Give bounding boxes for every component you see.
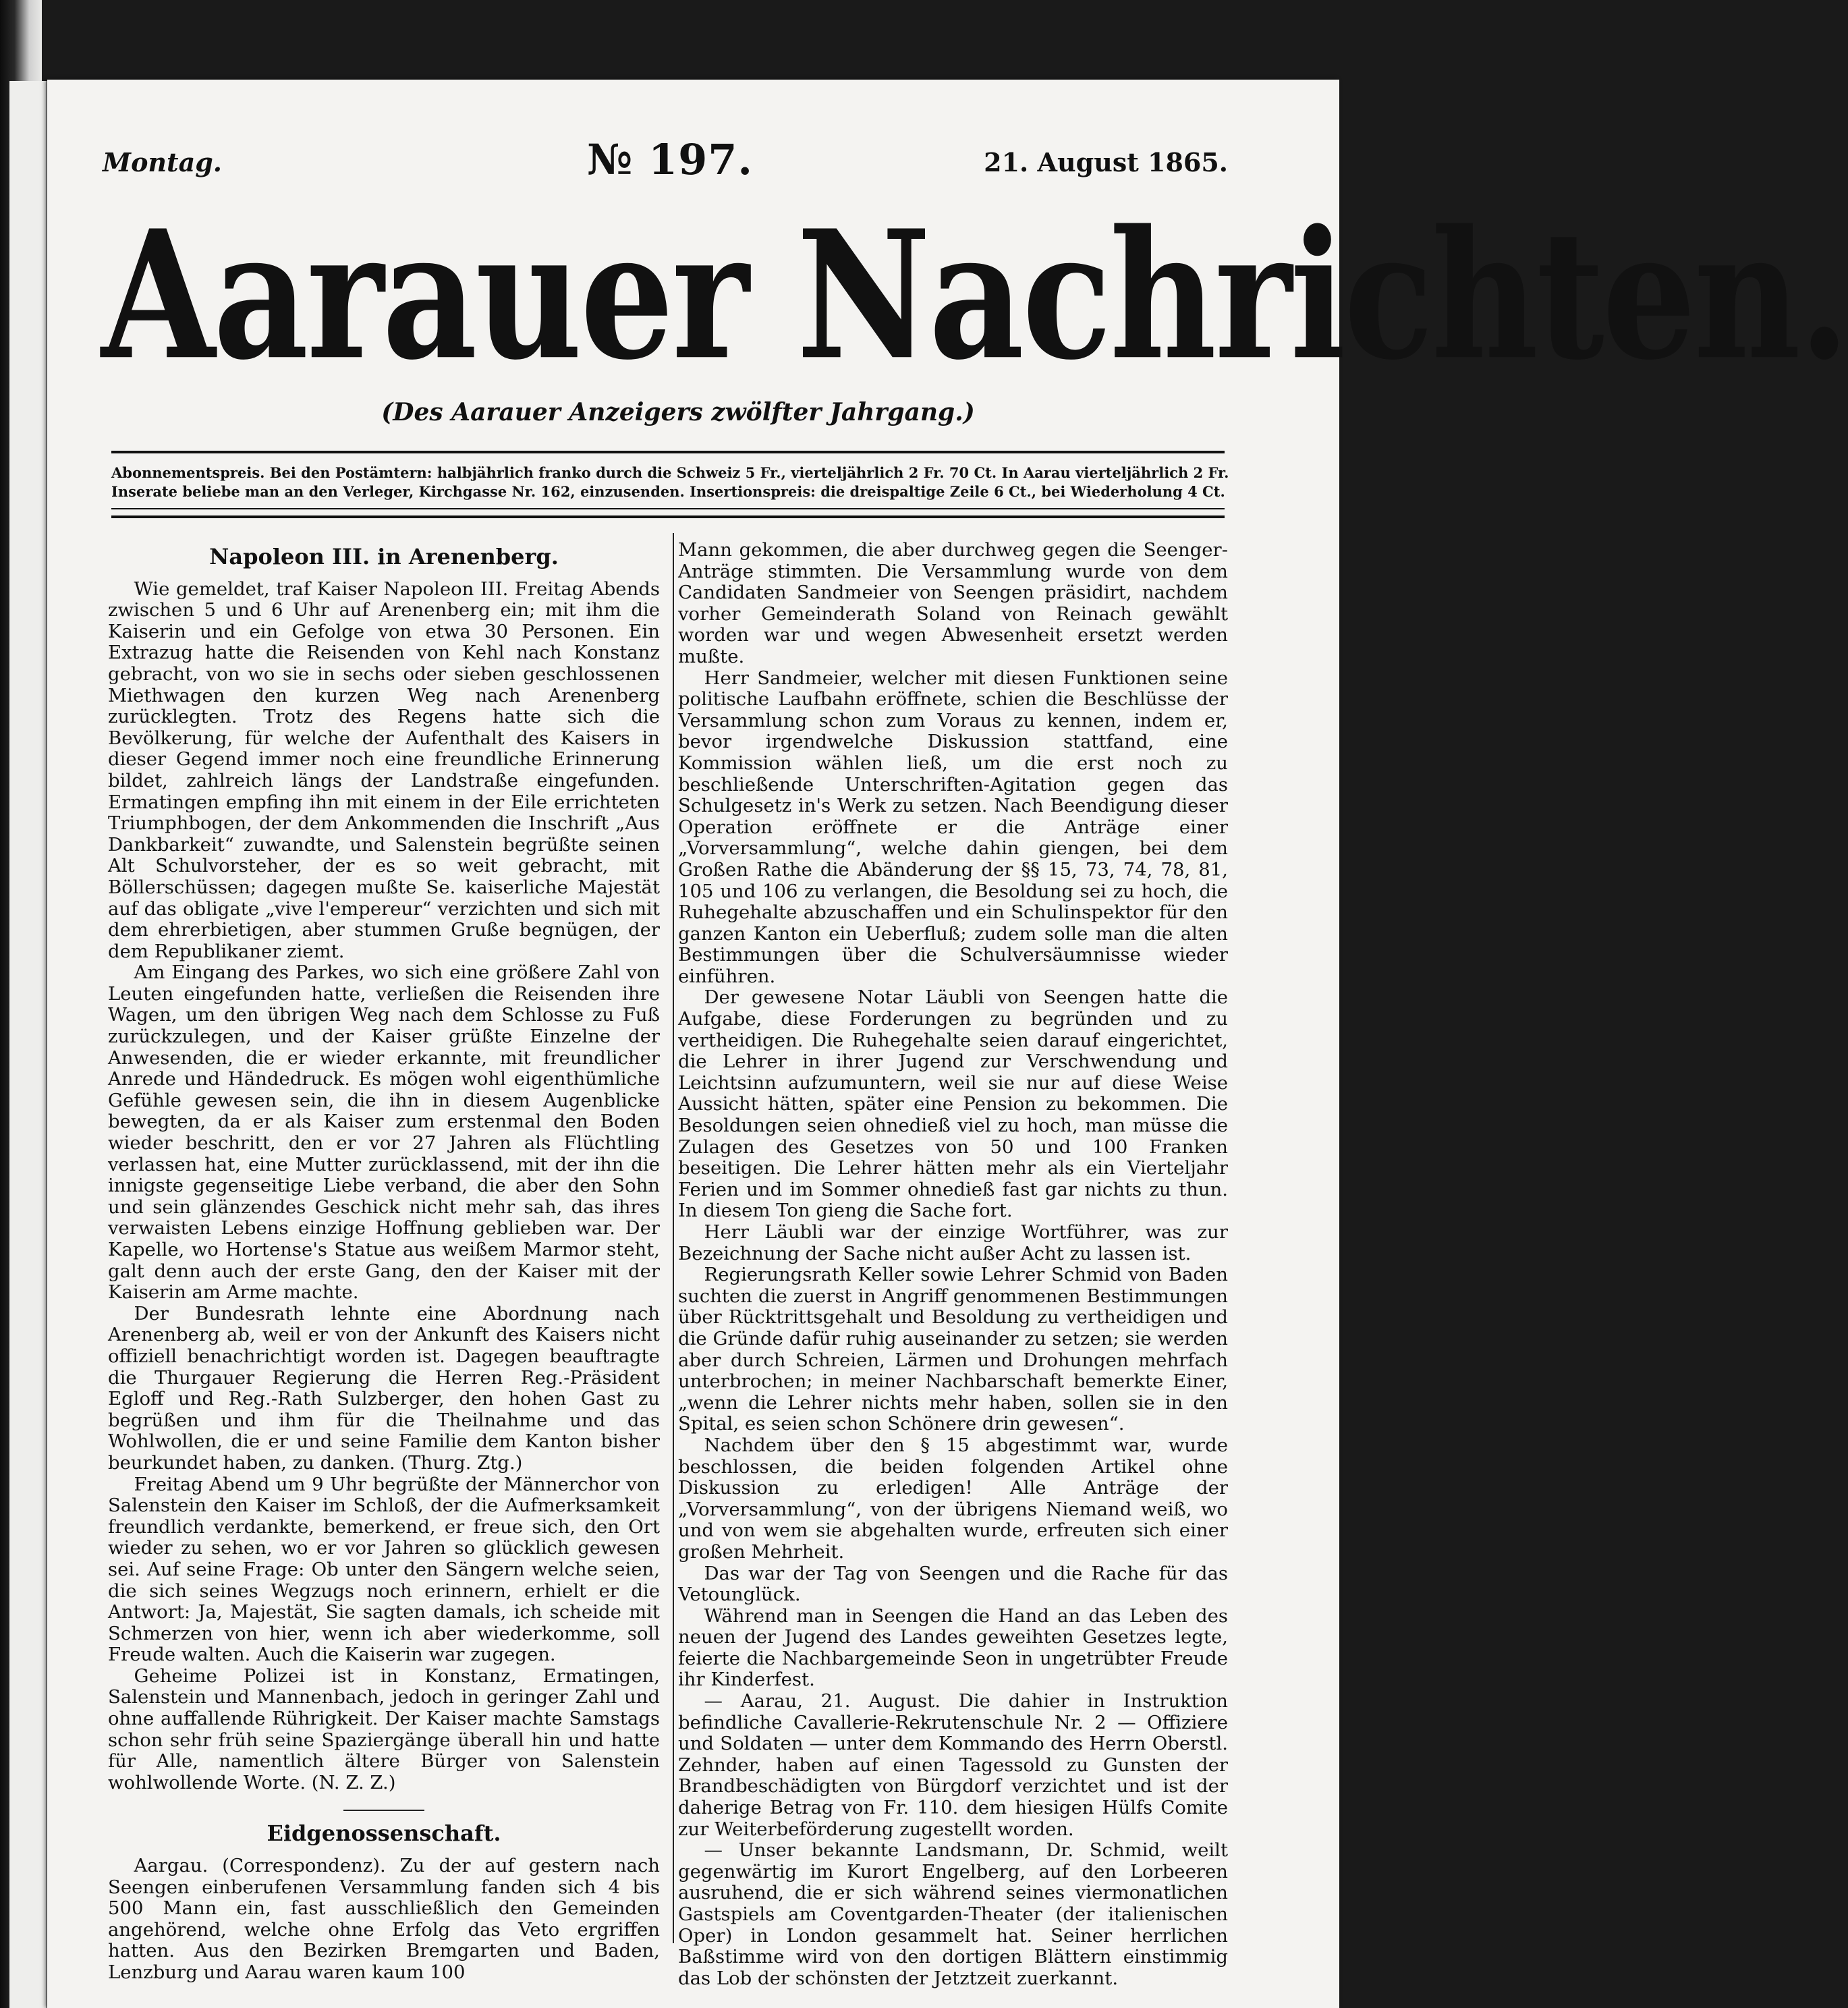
paragraph: Herr Läubli war der einzige Wortführer, was zur Bezeichnung der Sache nicht außer Acht zu lassen ist. — [678, 1221, 1228, 1264]
paragraph: Der Bundesrath lehnte eine Abordnung nach Arenenberg ab, weil er von der Ankunft des Kaisers nicht offiziell benachrichtigt worden ist. Dagegen beauftragte die Thurgauer Regierung die Herren Reg.-Präsident Egloff und Reg.-Rath Sulzberger, den hohen Gast zu begrüßen und ihm für die Theilnahme und das Wohlwollen, die er und seine Familie dem Kanton bisher beurkundet haben, zu danken. (Thurg. Ztg.) — [108, 1302, 660, 1474]
section-separator — [343, 1810, 424, 1811]
column-divider — [673, 533, 674, 1943]
paragraph: — Unser bekannte Landsmann, Dr. Schmid, weilt gegenwärtig im Kurort Engelberg, auf den Lorbeeren ausruhend, die er sich während seines viermonatlichen Gastspiels am Coventgarden-Theater (der italienischen Oper) in London gesammelt hat. Seiner herrlichen Baßstimme wird von den dortigen Blättern einstimmig das Lob der schönsten der Jetztzeit zuerkannt. — [678, 1839, 1228, 1989]
paragraph: Der gewesene Notar Läubli von Seengen hatte die Aufgabe, diese Forderungen zu begründen und zu vertheidigen. Die Ruhegehalte seien darauf eingerichtet, die Lehrer in ihrer Jugend zur Verschwendung und Leichtsinn aufzumuntern, weil sie nur auf diese Weise Aussicht hätten, später eine Pension zu bekommen. Die Besoldungen seien ohnedieß viel zu hoch, man müsse die Zulagen des Gesetzes von 50 und 100 Franken beseitigen. Die Lehrer hätten mehr als ein Vierteljahr Ferien und im Sommer ohnedieß fast gar nichts zu thun. In diesem Ton gieng die Sache fort. — [678, 986, 1228, 1222]
paragraph: Regierungsrath Keller sowie Lehrer Schmid von Baden suchten die zuerst in Angriff genommenen Bestimmungen über Rücktrittsgehalt und Besoldung zu vertheidigen und die Gründe dafür ruhig auseinander zu setzen; sie werden aber durch Schreien, Lärmen und Drohungen mehrfach unterbrochen; in meiner Nachbarschaft bemerkte Einer, „wenn die Lehrer nichts mehr haben, sollen sie in den Spital, es seien schon Schönere drin gewesen“. — [678, 1264, 1228, 1435]
issue-date: 21. August 1865. — [984, 147, 1228, 177]
section-heading-eidgenossenschaft: Eidgenossenschaft. — [267, 1820, 501, 1847]
paragraph: Geheime Polizei ist in Konstanz, Ermatingen, Salenstein und Mannenbach, jedoch in geringer Zahl und ohne auffallende Rührigkeit. Der Kaiser machte Samstags schon sehr früh seine Spaziergänge überall hin und hatte für Alle, namentlich ältere Bürger von Salenstein wohlwollende Worte. (N. Z. Z.) — [108, 1665, 660, 1793]
paragraph: Freitag Abend um 9 Uhr begrüßte der Männerchor von Salenstein den Kaiser im Schloß, der die Aufmerksamkeit freundlich verdankte, bemerkend, er freue sich, den Ort wieder zu sehen, wo er vor Jahren so glücklich gewesen sei. Auf seine Frage: Ob unter den Sängern welche seien, die sich seines Wegzugs noch erinnern, erhielt er die Antwort: Ja, Majestät, Sie sagten damals, ich scheide mit Schmerzen von hier, wenn ich aber wiederkomme, soll Freude walten. Auch die Kaiserin war zugegen. — [108, 1473, 660, 1666]
paragraph: Herr Sandmeier, welcher mit diesen Funktionen seine politische Laufbahn eröffnete, schien die Beschlüsse der Versammlung schon zum Voraus zu kennen, indem er, bevor irgendwelche Diskussion stattfand, eine Kommission wählen ließ, um die erst noch zu beschließende Unterschriften-Agitation gegen das Schulgesetz in's Werk zu setzen. Nach Beendigung dieser Operation eröffnete er die Anträge einer „Vorversammlung“, welche dahin giengen, bei dem Großen Rathe die Abänderung der §§ 15, 73, 74, 78, 81, 105 und 106 zu verlangen, die Besoldung sei zu hoch, die Ruhegehalte abzuschaffen und ein Schulinspektor für den ganzen Kanton ein Ueberfluß; zudem solle man die alten Bestimmungen über die Schulversäumnisse wieder einführen. — [678, 667, 1228, 987]
paragraph: Mann gekommen, die aber durchweg gegen die Seenger-Anträge stimmten. Die Versammlung wurde von dem Candidaten Sandmeier von Seengen präsidirt, nachdem vorher Gemeinderath Soland von Reinach gewählt worden war und wegen Abwesenheit ersetzt werden mußte. — [678, 539, 1228, 667]
paragraph: Das war der Tag von Seengen und die Rache für das Vetounglück. — [678, 1562, 1228, 1606]
left-column — [108, 540, 660, 1984]
advertising-info: Inserate beliebe man an den Verleger, Kirchgasse Nr. 162, einzusenden. Insertionspreis: die dreispaltige Zeile 6 Ct., bei Wiederholung 4 Ct. — [111, 483, 1225, 500]
right-column — [678, 540, 1228, 1989]
header-rule-top — [111, 451, 1225, 453]
header-rule-thick — [111, 515, 1225, 518]
paragraph: Nachdem über den § 15 abgestimmt war, wurde beschlossen, die beiden folgenden Artikel ohne Diskussion zu erledigen! Alle Anträge der „Vorversammlung“, von der übrigens Niemand weiß, wo und von wem sie abgehalten wurde, erfreuten sich einer großen Mehrheit. — [678, 1434, 1228, 1563]
paragraph: Aargau. (Correspondenz). Zu der auf gestern nach Seengen einberufenen Versammlung fanden sich 4 bis 500 Mann ein, fast ausschließlich den Gemeinden angehörend, welche ohne Erfolg das Veto ergriffen hatten. Aus den Bezirken Bremgarten und Baden, Lenzburg und Aarau waren kaum 100 — [108, 1855, 660, 1983]
article-heading-napoleon: Napoleon III. in Arenenberg. — [209, 544, 559, 569]
masthead-subtitle: (Des Aarauer Anzeigers zwölfter Jahrgang.) — [381, 398, 975, 426]
paragraph: Während man in Seengen die Hand an das Leben des neuen der Jugend des Landes geweihten Gesetzes legte, feierte die Nachbargemeinde Seon in ungetrübter Freude ihr Kinderfest. — [678, 1605, 1228, 1691]
weekday: Montag. — [103, 147, 223, 177]
paragraph: — Aarau, 21. August. Die dahier in Instruktion befindliche Cavallerie-Rekrutenschule Nr. 2 — Offiziere und Soldaten — unter dem Kommando des Herrn Oberstl. Zehnder, haben auf einen Tagessold zu Gunsten der Brandbeschädigten von Bürgdorf verzichtet und ist der daherige Betrag von Fr. 110. dem hiesigen Hülfs Comite zur Weiterbeförderung zugestellt worden. — [678, 1690, 1228, 1840]
issue-number: № 197. — [587, 135, 753, 184]
masthead-title: Aarauer Nachrichten. — [101, 192, 1848, 399]
subscription-info: Abonnementspreis. Bei den Postämtern: halbjährlich franko durch die Schweiz 5 Fr., vierteljährlich 2 Fr. 70 Ct. In Aarau vierteljährlich 2 Fr. — [111, 464, 1229, 481]
header-rule-thin — [111, 508, 1225, 509]
paragraph: Am Eingang des Parkes, wo sich eine größere Zahl von Leuten eingefunden hatte, verließen die Reisenden ihre Wagen, um den übrigen Weg nach dem Schlosse zu Fuß zurückzulegen, und der Kaiser grüßte Einzelne der Anwesenden, die er wieder erkannte, mit freundlicher Anrede und Händedruck. Es mögen wohl eigenthümliche Gefühle gewesen sein, die ihn in diesem Augenblicke bewegten, da er als Kaiser zum erstenmal den Boden wieder beschritt, den er vor 27 Jahren als Flüchtling verlassen hat, eine Mutter zurücklassend, mit der ihn die innigste gegenseitige Liebe verband, die aber den Sohn und sein glänzendes Geschick nicht mehr sah, das ihres verwaisten Lebens einzige Hoffnung geblieben war. Der Kapelle, wo Hortense's Statue aus weißem Marmor steht, galt denn auch der erste Gang, den der Kaiser mit der Kaiserin am Arme machte. — [108, 961, 660, 1304]
paragraph: Wie gemeldet, traf Kaiser Napoleon III. Freitag Abends zwischen 5 und 6 Uhr auf Arenenberg ein; mit ihm die Kaiserin und ein Gefolge von etwa 30 Personen. Ein Extrazug hatte die Reisenden von Kehl nach Konstanz gebracht, von wo sie in sechs oder sieben geschlossenen Miethwagen den kurzen Weg nach Arenenberg zurücklegten. Trotz des Regens hatte sich die Bevölkerung, für welche der Aufenthalt des Kaisers in dieser Gegend immer noch eine freundliche Erinnerung bildet, zahlreich längs der Landstraße eingefunden. Ermatingen empfing ihn mit einem in der Eile errichteten Triumphbogen, der dem Ankommenden die Inschrift „Aus Dankbarkeit“ zuwandte, und Salenstein begrüßte seinen Alt Schulvorsteher, der es so weit gebracht, mit Böllerschüssen; dagegen mußte Se. kaiserliche Majestät auf das obligate „vive l'empereur“ verzichten und sich mit dem ehrerbietigen, aber stummen Gruße begnügen, der dem Republikaner ziemt. — [108, 578, 660, 962]
